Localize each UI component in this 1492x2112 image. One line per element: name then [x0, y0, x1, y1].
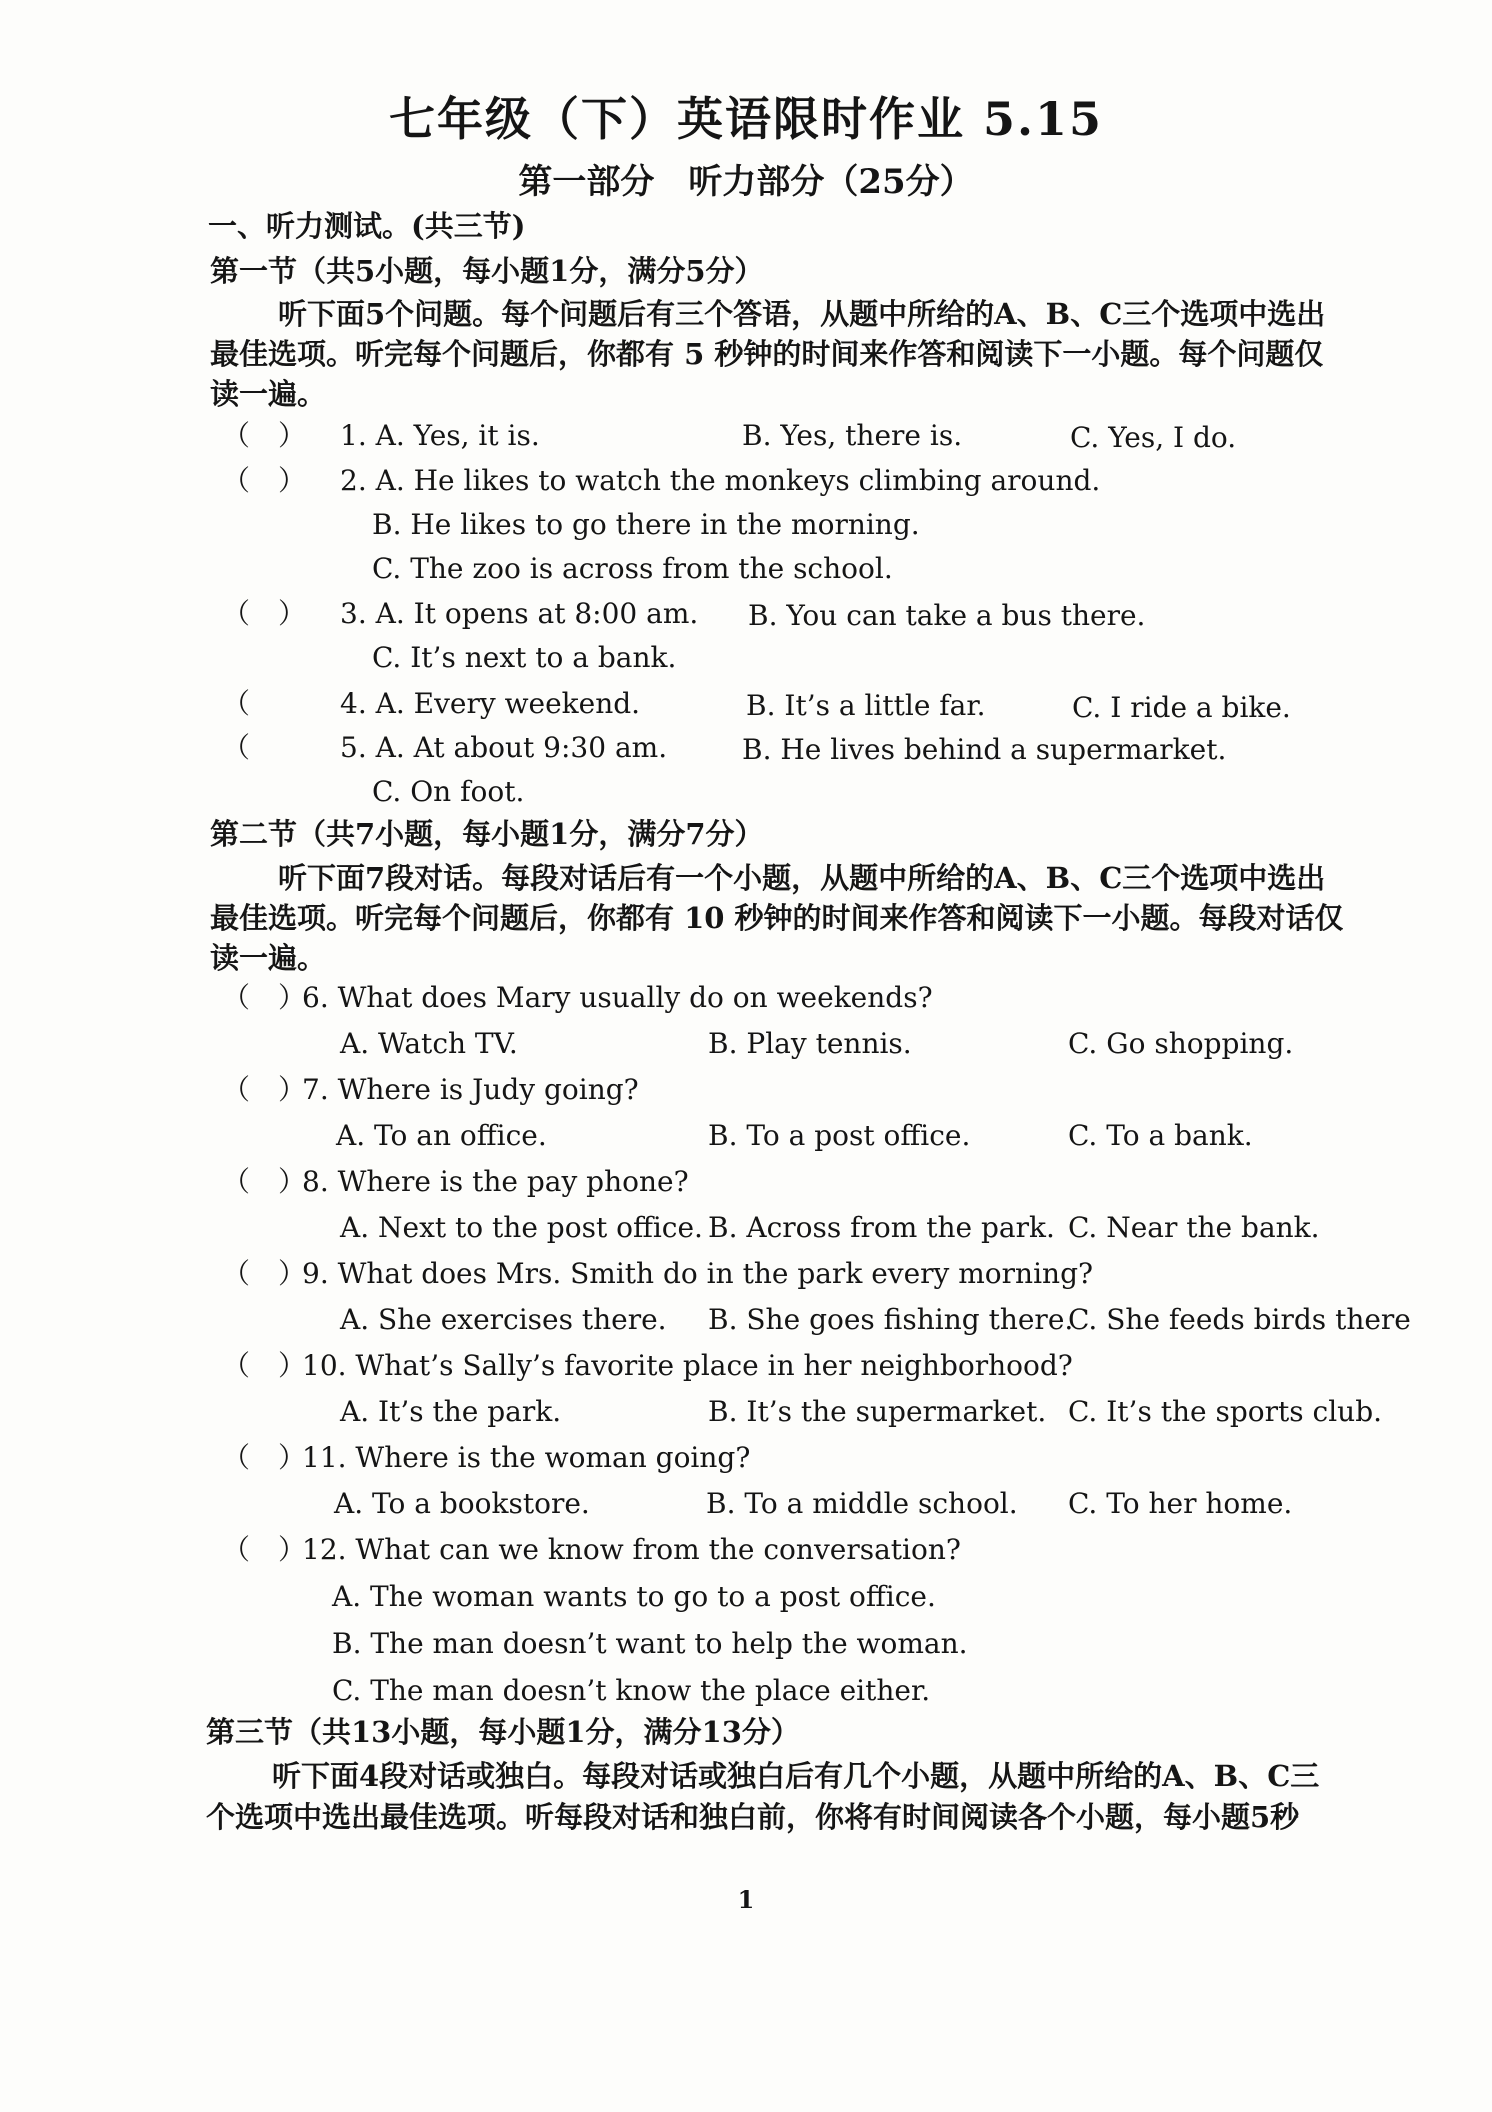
q11-stem: 11. Where is the woman going?	[302, 1441, 751, 1474]
q10-option-c: C. It’s the sports club.	[1068, 1395, 1383, 1428]
q10-option-a: A. It’s the park.	[340, 1395, 562, 1428]
q8-option-c: C. Near the bank.	[1068, 1211, 1320, 1244]
q7-option-c: C. To a bank.	[1068, 1119, 1253, 1152]
q9-option-a: A. She exercises there.	[340, 1303, 667, 1336]
part3-instructions-line1: 听下面4段对话或独白。每段对话或独白后有几个小题，从题中所给的A、B、C三	[272, 1759, 1320, 1793]
q7-option-b: B. To a post office.	[708, 1119, 971, 1152]
q11-option-a: A. To a bookstore.	[334, 1487, 590, 1520]
q9-option-c: C. She feeds birds there	[1068, 1303, 1411, 1336]
answer-blank: （ ）	[222, 981, 307, 1014]
q3-option-b: B. You can take a bus there.	[748, 599, 1146, 632]
q1-option-b: B. Yes, there is.	[742, 419, 963, 452]
answer-blank: （ ）	[222, 1441, 307, 1474]
q12-option-c: C. The man doesn’t know the place either.	[332, 1674, 931, 1707]
q4-option-b: B. It’s a little far.	[746, 689, 986, 722]
part2-instructions-line2: 最佳选项。听完每个问题后，你都有 10 秒钟的时间来作答和阅读下一小题。每段对话仅	[210, 901, 1344, 935]
answer-blank: （ ）	[222, 1257, 307, 1290]
part1-instructions-line1: 听下面5个问题。每个问题后有三个答语，从题中所给的A、B、C三个选项中选出	[278, 297, 1326, 331]
part-title: 第一部分 听力部分（25分）	[518, 162, 974, 202]
section-title: 一、听力测试。(共三节)	[208, 209, 526, 243]
q9-option-b: B. She goes fishing there.	[708, 1303, 1074, 1336]
q3-option-c: C. It’s next to a bank.	[372, 641, 677, 674]
q1-option-a: 1. A. Yes, it is.	[340, 419, 540, 452]
page-number: 1	[737, 1885, 755, 1914]
q12-option-b: B. The man doesn’t want to help the woman.	[332, 1627, 968, 1660]
q8-stem: 8. Where is the pay phone?	[302, 1165, 689, 1198]
q12-option-a: A. The woman wants to go to a post office.	[332, 1580, 936, 1613]
part2-heading: 第二节（共7小题，每小题1分，满分7分）	[210, 817, 764, 851]
q7-option-a: A. To an office.	[336, 1119, 547, 1152]
page-title: 七年级（下）英语限时作业 5.15	[388, 92, 1104, 146]
answer-blank: （ ）	[222, 1165, 307, 1198]
q1-option-c: C. Yes, I do.	[1070, 421, 1237, 454]
q9-stem: 9. What does Mrs. Smith do in the park every morning?	[302, 1257, 1093, 1290]
q10-option-b: B. It’s the supermarket.	[708, 1395, 1047, 1428]
q2-option-b: B. He likes to go there in the morning.	[372, 508, 920, 541]
part3-heading: 第三节（共13小题，每小题1分，满分13分）	[206, 1715, 800, 1749]
part2-instructions-line1: 听下面7段对话。每段对话后有一个小题，从题中所给的A、B、C三个选项中选出	[278, 861, 1326, 895]
q10-stem: 10. What’s Sally’s favorite place in her neighborhood?	[302, 1349, 1073, 1382]
answer-blank: （ ）	[222, 1533, 307, 1566]
q3-option-a: 3. A. It opens at 8:00 am.	[340, 597, 699, 630]
part1-heading: 第一节（共5小题，每小题1分，满分5分）	[210, 254, 764, 288]
q2-option-c: C. The zoo is across from the school.	[372, 552, 893, 585]
q6-option-c: C. Go shopping.	[1068, 1027, 1294, 1060]
part1-instructions-line3: 读一遍。	[210, 377, 327, 411]
q12-stem: 12. What can we know from the conversation?	[302, 1533, 961, 1566]
q8-option-a: A. Next to the post office.	[340, 1211, 703, 1244]
q4-option-c: C. I ride a bike.	[1072, 691, 1291, 724]
q11-option-c: C. To her home.	[1068, 1487, 1293, 1520]
q5-option-b: B. He lives behind a supermarket.	[742, 733, 1227, 766]
q7-stem: 7. Where is Judy going?	[302, 1073, 639, 1106]
answer-blank: （ ）	[222, 1349, 307, 1382]
q5-option-c: C. On foot.	[372, 775, 525, 808]
answer-blank: （ ）	[222, 597, 307, 630]
q6-stem: 6. What does Mary usually do on weekends?	[302, 981, 933, 1014]
q8-option-b: B. Across from the park.	[708, 1211, 1055, 1244]
answer-blank: （	[222, 731, 251, 764]
q4-option-a: 4. A. Every weekend.	[340, 687, 641, 720]
part2-instructions-line3: 读一遍。	[210, 941, 327, 975]
part3-instructions-line2: 个选项中选出最佳选项。听每段对话和独白前，你将有时间阅读各个小题，每小题5秒	[206, 1800, 1300, 1834]
answer-blank: （ ）	[222, 464, 307, 497]
q6-option-b: B. Play tennis.	[708, 1027, 912, 1060]
q2-option-a: 2. A. He likes to watch the monkeys climbing around.	[340, 464, 1101, 497]
answer-blank: （ ）	[222, 419, 307, 452]
q5-option-a: 5. A. At about 9:30 am.	[340, 731, 668, 764]
answer-blank: （	[222, 687, 251, 720]
q6-option-a: A. Watch TV.	[340, 1027, 518, 1060]
part1-instructions-line2: 最佳选项。听完每个问题后，你都有 5 秒钟的时间来作答和阅读下一小题。每个问题仅	[210, 337, 1324, 371]
answer-blank: （ ）	[222, 1073, 307, 1106]
q11-option-b: B. To a middle school.	[706, 1487, 1018, 1520]
